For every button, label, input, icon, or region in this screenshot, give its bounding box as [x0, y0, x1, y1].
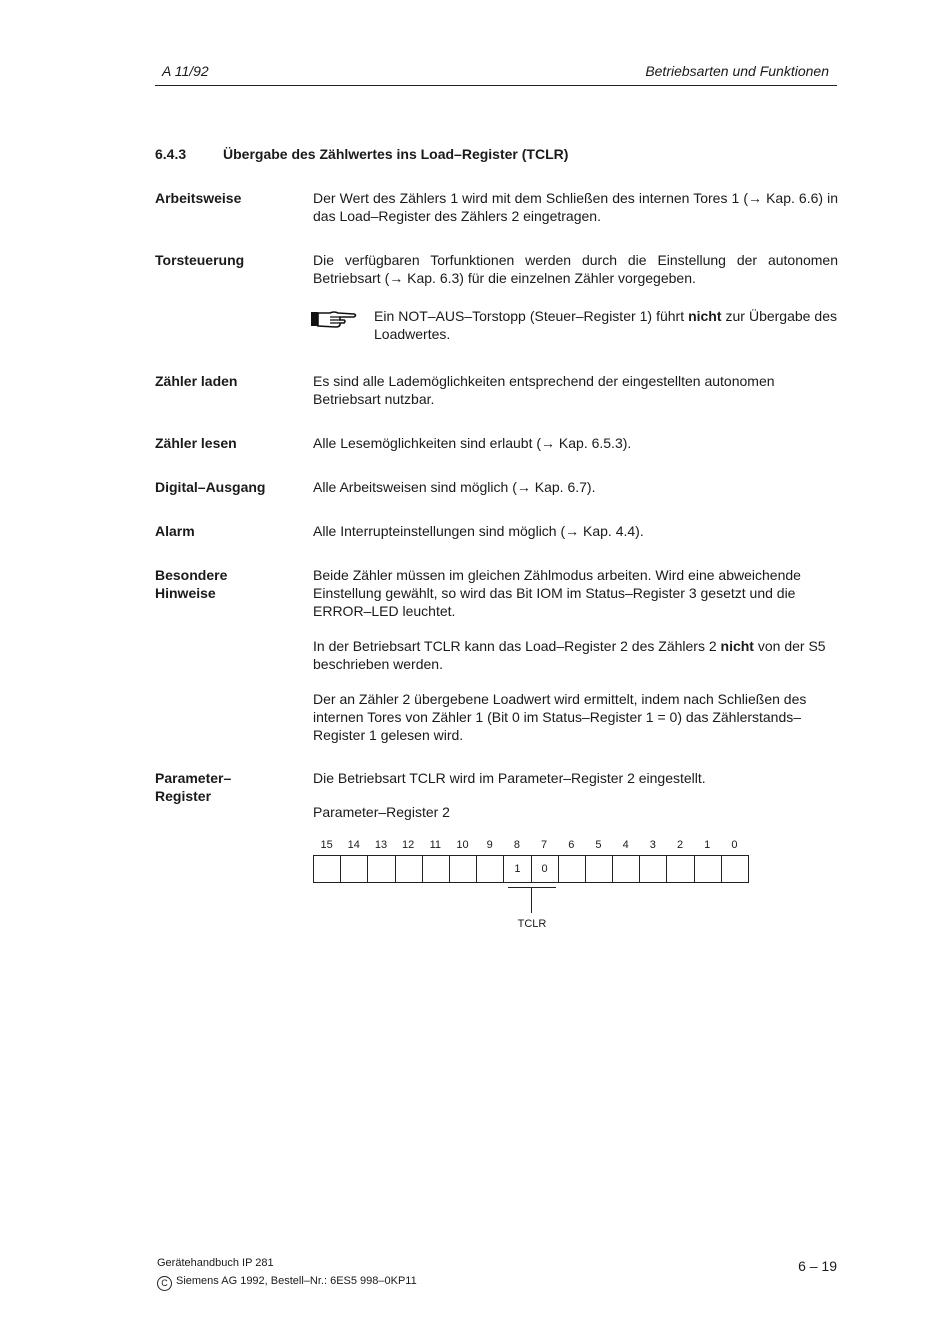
label-zaehler-laden: Zähler laden	[155, 373, 238, 389]
bit-cell	[422, 856, 449, 882]
bit-cell	[558, 856, 585, 882]
bit-number: 8	[513, 839, 520, 851]
bit-number-row	[313, 839, 748, 853]
pointing-hand-icon	[310, 308, 358, 330]
text-arbeitsweise: Der Wert des Zählers 1 wird mit dem Schließen des internen Tores 1 (→ Kap. 6.6) in das Load–Register des Zählers 2 eingetragen.	[313, 190, 838, 224]
label-torsteuerung: Torsteuerung	[155, 252, 245, 268]
bit-cell	[666, 856, 693, 882]
bit-number: 7	[541, 839, 548, 851]
label-arbeitsweise: Arbeitsweise	[155, 190, 242, 206]
bit-cell	[694, 856, 721, 882]
bit-number: 14	[347, 839, 360, 851]
note-text: Ein NOT–AUS–Torstopp (Steuer–Register 1) führt nicht zur Übergabe des Loadwertes.	[374, 308, 838, 342]
tclr-label: TCLR	[517, 918, 547, 930]
text-hinweise-3: Der an Zähler 2 übergebene Loadwert wird ermittelt, indem nach Schließen des internen Tores von Zähler 1 (Bit 0 im Status–Register 1 = 0) das Zählerstands–Register 1 gelesen wird.	[313, 691, 807, 743]
header-right: Betriebsarten und Funktionen	[645, 63, 829, 79]
bit-number: 15	[320, 839, 333, 851]
label-parameter-register: Parameter– Register	[155, 770, 232, 804]
bit-number: 0	[731, 839, 738, 851]
bit-number: 6	[568, 839, 575, 851]
bit-cell	[340, 856, 367, 882]
text-alarm: Alle Interrupteinstellungen sind möglich (→ Kap. 4.4).	[313, 523, 644, 539]
text-hinweise-1: Beide Zähler müssen im gleichen Zählmodus arbeiten. Wird eine abweichende Einstellung gewählt, so wird das Bit IOM im Status–Register 3 gesetzt und die ERROR–LED leuchtet.	[313, 567, 801, 619]
bit-cell	[639, 856, 666, 882]
header-left: A 11/92	[162, 63, 209, 79]
bit-cell	[314, 856, 340, 882]
page-number: 6 – 19	[798, 1258, 837, 1274]
bit-cell	[612, 856, 639, 882]
text-zaehler-lesen: Alle Lesemöglichkeiten sind erlaubt (→ Kap. 6.5.3).	[313, 435, 632, 451]
text-torsteuerung: Die verfügbaren Torfunktionen werden durch die Einstellung der autonomen Betriebsart (→ Kap. 6.3) für die einzelnen Zähler vorgegeben.	[313, 252, 838, 286]
tclr-bracket	[508, 887, 556, 888]
register-bit-table	[313, 855, 749, 883]
bit-number: 3	[649, 839, 656, 851]
bit-number: 9	[486, 839, 493, 851]
bit-number: 10	[456, 839, 469, 851]
label-alarm: Alarm	[155, 523, 195, 539]
bit-cell: 0	[531, 856, 558, 882]
section-number: 6.4.3	[155, 146, 187, 162]
bit-number: 12	[402, 839, 415, 851]
footer-manual-title: Gerätehandbuch IP 281	[157, 1257, 274, 1269]
label-zaehler-lesen: Zähler lesen	[155, 435, 237, 451]
section-title: Übergabe des Zählwertes ins Load–Register (TCLR)	[223, 146, 569, 162]
text-zaehler-laden: Es sind alle Lademöglichkeiten entsprechend der eingestellten autonomen Betriebsart nutzbar.	[313, 373, 775, 407]
label-digital-ausgang: Digital–Ausgang	[155, 479, 266, 495]
text-parameter: Die Betriebsart TCLR wird im Parameter–Register 2 eingestellt.	[313, 770, 706, 786]
text-digital-ausgang: Alle Arbeitsweisen sind möglich (→ Kap. 6.7).	[313, 479, 596, 495]
bit-cell	[367, 856, 394, 882]
bit-number: 13	[374, 839, 388, 851]
tclr-pointer-line	[531, 887, 532, 913]
bit-number: 1	[704, 839, 711, 851]
bit-number: 4	[622, 839, 629, 851]
bit-cell	[721, 856, 748, 882]
label-besondere-hinweise: Besondere Hinweise	[155, 567, 228, 601]
header-rule	[155, 85, 837, 86]
bit-cell	[585, 856, 612, 882]
bit-cell	[395, 856, 422, 882]
text-hinweise-2: In der Betriebsart TCLR kann das Load–Register 2 des Zählers 2 nicht von der S5 beschrieben werden.	[313, 638, 826, 672]
bit-number: 5	[595, 839, 602, 851]
bit-number: 11	[429, 839, 442, 851]
bit-cell: 1	[503, 856, 530, 882]
bit-cell	[449, 856, 476, 882]
register-title: Parameter–Register 2	[313, 804, 450, 820]
bit-number: 2	[676, 839, 684, 851]
footer-copyright: C Siemens AG 1992, Bestell–Nr.: 6ES5 998–0KP11	[157, 1275, 417, 1291]
bit-cell	[476, 856, 503, 882]
copyright-icon: C	[157, 1276, 172, 1291]
